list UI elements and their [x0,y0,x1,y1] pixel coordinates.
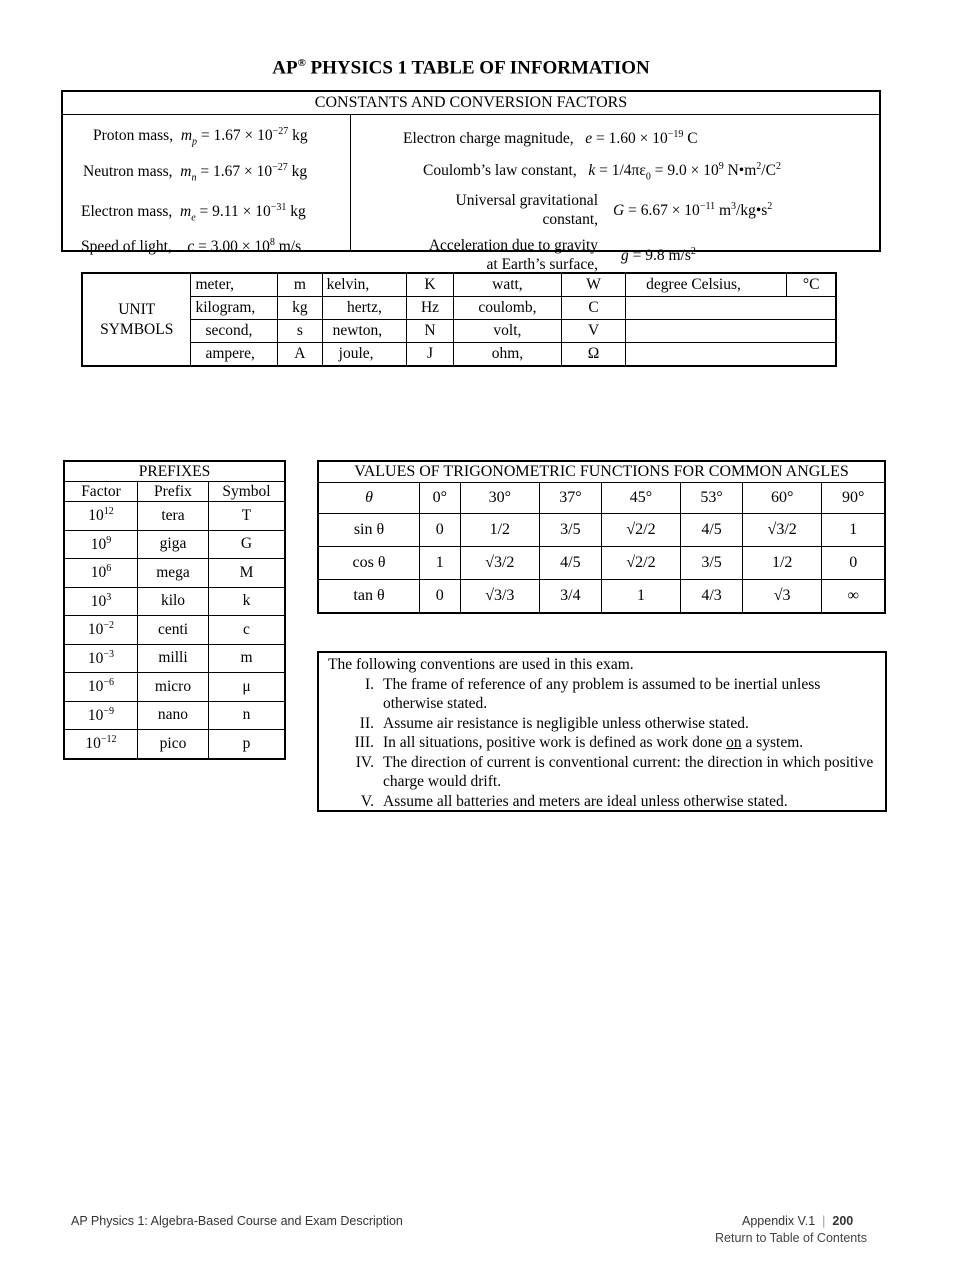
convention-item: IV. The direction of current is conventional current: the direction in which positive charge would drift. [355,753,874,790]
symbol-cell: T [209,502,286,531]
prefix-cell: nano [138,701,209,730]
prefix-cell: milli [138,644,209,673]
unit-name: kilogram, [191,297,278,320]
prefixes-heading: PREFIXES [64,461,285,482]
trig-value: √3 [742,580,822,614]
prefix-cell: pico [138,730,209,759]
angle-header: 45° [601,483,681,514]
prefix-row [64,616,285,645]
function-cell: sin θ [318,514,420,547]
gravitational-constant: $G = 6.67 \times 10^{-11}$ $m^3/kg•s^2$ [613,201,773,220]
trig-value: √3/2 [742,514,822,547]
prefix-row [64,673,285,702]
angle-header: 53° [681,483,743,514]
function-cell: tan θ [318,580,420,614]
unit-symbol: Ω [561,343,625,367]
trig-value: √3/3 [460,580,540,614]
angle-header: 37° [540,483,602,514]
conventions-box [317,651,887,812]
trig-value: 4/5 [540,547,602,580]
footer-appendix: Appendix V.1 | 200 [742,1214,854,1228]
trig-value: 4/3 [681,580,743,614]
unit-name: newton, [322,320,407,343]
constants-heading: CONSTANTS AND CONVERSION FACTORS [63,92,879,115]
symbol-cell: M [209,559,286,588]
unit-name: kelvin, [322,273,407,297]
page-title: AP® PHYSICS 1 TABLE OF INFORMATION [272,57,650,79]
trig-value: √3/2 [460,547,540,580]
trig-value: 3/5 [681,547,743,580]
trig-value: √2/2 [601,514,681,547]
trig-value: 1/2 [460,514,540,547]
page-number: 200 [832,1214,854,1228]
trig-row [318,514,885,547]
prefix-cell: micro [138,673,209,702]
prefix-row [64,701,285,730]
trig-value: √2/2 [601,547,681,580]
unit-symbol: °C [787,273,836,297]
factor-cell: $10^{-12}$ [64,730,138,759]
convention-item: V. Assume all batteries and meters are ideal unless otherwise stated. [360,792,788,810]
column-header: Symbol [209,482,286,502]
symbol-cell: G [209,530,286,559]
prefix-cell: kilo [138,587,209,616]
empty-cell [626,343,836,367]
unit-name: second, [191,320,278,343]
unit-symbol: W [561,273,625,297]
conventions-intro: The following conventions are used in this exam. [328,656,634,673]
unit-name: hertz, [322,297,407,320]
trig-value: 4/5 [681,514,743,547]
prefix-cell: centi [138,616,209,645]
factor-cell: $10^{12}$ [64,502,138,531]
symbol-cell: m [209,644,286,673]
empty-cell [626,320,836,343]
symbol-cell: n [209,701,286,730]
unit-name: meter, [191,273,278,297]
gravity-value: g = 9.8 $m/s^2$ [621,246,696,265]
symbol-cell: c [209,616,286,645]
convention-item: I. The frame of reference of any problem is assumed to be inertial unless otherwise stated. [364,675,821,712]
trig-value: 1/2 [742,547,822,580]
trig-value: ∞ [822,580,885,614]
unit-symbol: A [278,343,323,367]
speed-of-light: Speed of light, $c = 3.00 \times 10^8$ m/s [81,237,302,256]
constants-box [61,90,881,273]
electron-mass: Electron mass, $m_e = 9.11 \times 10^{-31}$ kg [81,202,306,224]
unit-name: watt, [453,273,561,297]
trig-value: 1 [420,547,461,580]
trig-value: 0 [420,580,461,614]
prefix-row [64,587,285,616]
factor-cell: $10^{-9}$ [64,701,138,730]
gravity-label: Acceleration due to gravity at Earth’s surface, [428,237,598,273]
angle-header: 0° [420,483,461,514]
factor-cell: $10^{-6}$ [64,673,138,702]
prefix-cell: tera [138,502,209,531]
unit-symbols-label: UNIT SYMBOLS [82,273,191,366]
prefix-row [64,502,285,531]
unit-symbol: kg [278,297,323,320]
angle-header: 60° [742,483,822,514]
unit-symbol: m [278,273,323,297]
unit-name: degree Celsius, [626,273,787,297]
trig-value: 1 [822,514,885,547]
empty-cell [626,297,836,320]
electron-charge: Electron charge magnitude, $e = 1.60 \times 10^{-19}$ C [403,129,698,148]
prefix-row [64,559,285,588]
symbol-cell: p [209,730,286,759]
function-cell: cos θ [318,547,420,580]
trig-value: 0 [420,514,461,547]
column-header: Factor [64,482,138,502]
unit-symbol: Hz [407,297,454,320]
factor-cell: $10^6$ [64,559,138,588]
unit-symbol: s [278,320,323,343]
factor-cell: $10^{-3}$ [64,644,138,673]
unit-name: ampere, [191,343,278,367]
theta-header: θ [318,483,420,514]
angle-header: 30° [460,483,540,514]
trig-value: 3/4 [540,580,602,614]
prefix-row [64,730,285,759]
symbol-cell: μ [209,673,286,702]
gravitational-constant-label: Universal gravitational constant, [455,192,598,228]
unit-symbol: V [561,320,625,343]
divider [350,114,351,252]
prefix-row [64,530,285,559]
trig-value: 3/5 [540,514,602,547]
symbol-cell: k [209,587,286,616]
neutron-mass: Neutron mass, $m_n = 1.67 \times 10^{-27}$ kg [83,162,308,184]
unit-symbol: N [407,320,454,343]
prefix-cell: mega [138,559,209,588]
trig-table [317,460,886,614]
coulomb-constant: Coulomb’s law constant, $k = 1/4\pi\varepsilon_0 = 9.0 \times 10^9$ $N•m^2/C^2$ [423,161,781,183]
trig-value: 0 [822,547,885,580]
unit-name: joule, [322,343,407,367]
unit-symbol: K [407,273,454,297]
trig-heading: VALUES OF TRIGONOMETRIC FUNCTIONS FOR COMMON ANGLES [318,461,885,483]
unit-symbol: J [407,343,454,367]
angle-header: 90° [822,483,885,514]
footer-course-title: AP Physics 1: Algebra-Based Course and Exam Description [71,1214,403,1228]
proton-mass: Proton mass, $m_p = 1.67 \times 10^{-27}$ kg [93,126,308,148]
column-header: Prefix [138,482,209,502]
prefix-cell: giga [138,530,209,559]
trig-value: 1 [601,580,681,614]
factor-cell: $10^{-2}$ [64,616,138,645]
convention-item: III. In all situations, positive work is defined as work done on a system. [354,734,804,751]
prefixes-table [63,460,286,760]
factor-cell: $10^9$ [64,530,138,559]
unit-symbol: C [561,297,625,320]
prefix-row [64,644,285,673]
unit-name: volt, [453,320,561,343]
unit-name: coulomb, [453,297,561,320]
unit-name: ohm, [453,343,561,367]
unit-symbols-table [81,272,837,367]
factor-cell: $10^3$ [64,587,138,616]
trig-row [318,547,885,580]
trig-row [318,580,885,614]
convention-item: II. Assume air resistance is negligible unless otherwise stated. [359,714,749,732]
toc-link[interactable]: Return to Table of Contents [715,1231,867,1245]
